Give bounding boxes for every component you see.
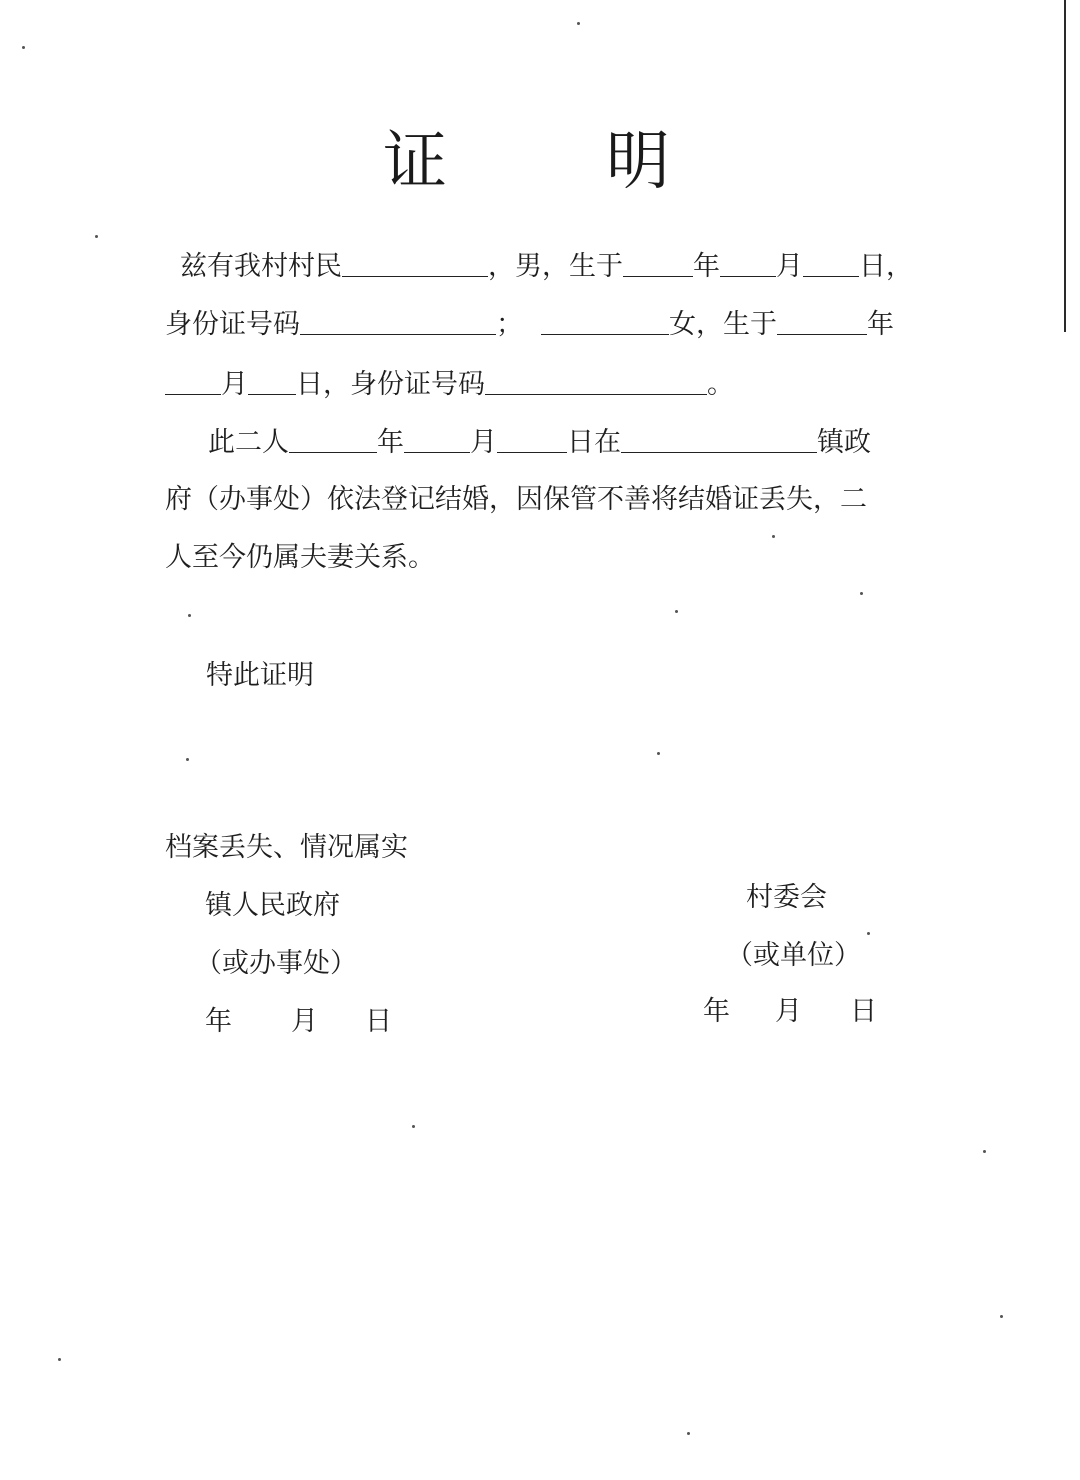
scan-speck [95,235,98,238]
female-id-label: 日，身份证号码 [296,369,485,400]
villager-intro-text: 兹有我村村民 [180,251,342,282]
female-born-text: 女，生于 [669,309,777,340]
marriage-month-blank [404,422,470,453]
marriage-year-blank [289,422,377,453]
body-line-3 [165,364,734,405]
left-date-month: 月 [291,1006,318,1037]
female-birth-year-blank [777,304,867,335]
town-government-label: 镇人民政府 [205,890,340,921]
year-label: 年 [693,251,720,282]
scan-speck [188,614,191,617]
month-label: 月 [470,427,497,458]
year-label: 年 [377,427,404,458]
scan-speck [186,758,189,761]
right-date-year: 年 [703,996,730,1027]
left-date-day: 日 [365,1006,392,1037]
body-line-2 [165,304,894,345]
scan-speck [772,535,775,538]
scan-speck [860,592,863,595]
body-line-1 [180,246,913,287]
male-birth-month-blank [720,246,776,277]
male-born-text: ，男，生于 [488,251,623,282]
body-line-6: 人至今仍属夫妻关系。 [165,542,435,573]
male-name-blank [342,246,488,277]
sentence-end: 。 [707,369,734,400]
title-char-1: 证 [383,125,447,199]
female-birth-month-blank [165,364,221,395]
separator-semicolon: ； [496,309,523,340]
title-char-2: 明 [606,125,670,199]
id-number-label: 身份证号码 [165,309,300,340]
day-at-label: 日在 [567,427,621,458]
village-committee-label: 村委会 [746,882,827,913]
scan-speck [983,1150,986,1153]
marriage-day-blank [497,422,567,453]
day-label: 日， [859,251,913,282]
female-name-blank [541,304,669,335]
scan-speck [412,1125,415,1128]
scan-speck [867,932,870,935]
scan-speck [675,610,678,613]
body-line-4 [208,422,871,463]
scan-speck [1000,1315,1003,1318]
scan-speck [577,22,580,25]
closing-statement: 特此证明 [206,660,314,691]
month-label: 月 [221,369,248,400]
archive-note: 档案丢失、情况属实 [165,832,408,863]
year-label: 年 [867,309,894,340]
right-date-month: 月 [775,996,802,1027]
town-gov-label: 镇政 [817,427,871,458]
month-label: 月 [776,251,803,282]
male-id-number-blank [300,304,496,335]
right-date-row [0,992,1000,1032]
scan-speck [58,1358,61,1361]
body-line-5: 府（办事处）依法登记结婚，因保管不善将结婚证丢失，二 [165,484,867,515]
scan-speck [22,46,25,49]
right-date-day: 日 [850,996,877,1027]
couple-intro-text: 此二人 [208,427,289,458]
female-id-number-blank [485,364,707,395]
scan-speck [687,1432,690,1435]
left-date-year: 年 [205,1006,232,1037]
scan-speck [657,752,660,755]
office-alt-label: （或办事处） [195,948,357,979]
male-birth-day-blank [803,246,859,277]
document-title [0,122,1080,202]
unit-alt-label: （或单位） [726,940,861,971]
town-name-blank [621,422,817,453]
female-birth-day-blank [248,364,296,395]
male-birth-year-blank [623,246,693,277]
